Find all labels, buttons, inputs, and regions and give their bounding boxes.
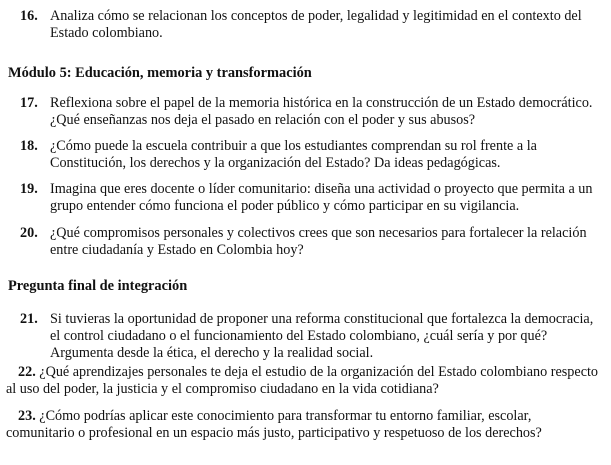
question-line: grupo entender cómo funciona el poder público y cómo participar en su vigilancia. bbox=[50, 198, 520, 214]
question-line: Si tuvieras la oportunidad de proponer una reforma constitucional que fortalezca la democracia, bbox=[50, 311, 594, 327]
question-text: ¿Cómo podrías aplicar este conocimiento para transformar tu entorno familiar, escolar, bbox=[39, 408, 532, 424]
question-text: ¿Qué aprendizajes personales te deja el estudio de la organización del Estado colombiano respecto bbox=[39, 364, 599, 380]
question-22 bbox=[6, 364, 606, 398]
question-text bbox=[50, 8, 606, 42]
question-23 bbox=[6, 408, 606, 442]
question-text bbox=[50, 138, 606, 172]
question-line bbox=[6, 364, 606, 381]
question-number: 16. bbox=[20, 8, 38, 24]
question-line: al uso del poder, la justicia y el compromiso ciudadano en la vida cotidiana? bbox=[6, 381, 439, 397]
question-line: Reflexiona sobre el papel de la memoria histórica en la construcción de un Estado democrático. bbox=[50, 95, 593, 111]
question-text bbox=[50, 95, 606, 129]
question-line: el control ciudadano o el funcionamiento del Estado colombiano, ¿cuál sería y por qué? bbox=[50, 328, 548, 344]
question-line: Imagina que eres docente o líder comunitario: diseña una actividad o proyecto que permita a un bbox=[50, 181, 593, 197]
question-number: 21. bbox=[20, 311, 38, 327]
question-number: 22. bbox=[18, 364, 36, 380]
question-line: comunitario o profesional en un espacio más justo, participativo y respetuoso de los derechos? bbox=[6, 425, 542, 441]
final-question-heading: Pregunta final de integración bbox=[8, 278, 188, 294]
question-line: ¿Qué enseñanzas nos deja el pasado en relación con el poder y sus abusos? bbox=[50, 112, 476, 128]
question-line: Analiza cómo se relacionan los conceptos de poder, legalidad y legitimidad en el contexto del bbox=[50, 8, 582, 24]
question-line: entre ciudadanía y Estado en Colombia hoy? bbox=[50, 242, 304, 258]
question-number: 20. bbox=[20, 225, 38, 241]
question-text bbox=[50, 225, 606, 259]
question-number: 18. bbox=[20, 138, 38, 154]
question-line: ¿Qué compromisos personales y colectivos crees que son necesarios para fortalecer la relación bbox=[50, 225, 587, 241]
module-5-heading: Módulo 5: Educación, memoria y transformación bbox=[8, 65, 312, 81]
question-text bbox=[50, 181, 606, 215]
question-line: Constitución, los derechos y la organización del Estado? Da ideas pedagógicas. bbox=[50, 155, 501, 171]
question-line: ¿Cómo puede la escuela contribuir a que los estudiantes comprendan su rol frente a la bbox=[50, 138, 537, 154]
question-text bbox=[50, 311, 606, 362]
question-line: Argumenta desde la ética, el derecho y la realidad social. bbox=[50, 345, 374, 361]
question-number: 23. bbox=[18, 408, 36, 424]
question-number: 17. bbox=[20, 95, 38, 111]
question-number: 19. bbox=[20, 181, 38, 197]
question-line bbox=[6, 408, 606, 425]
question-line: Estado colombiano. bbox=[50, 25, 163, 41]
